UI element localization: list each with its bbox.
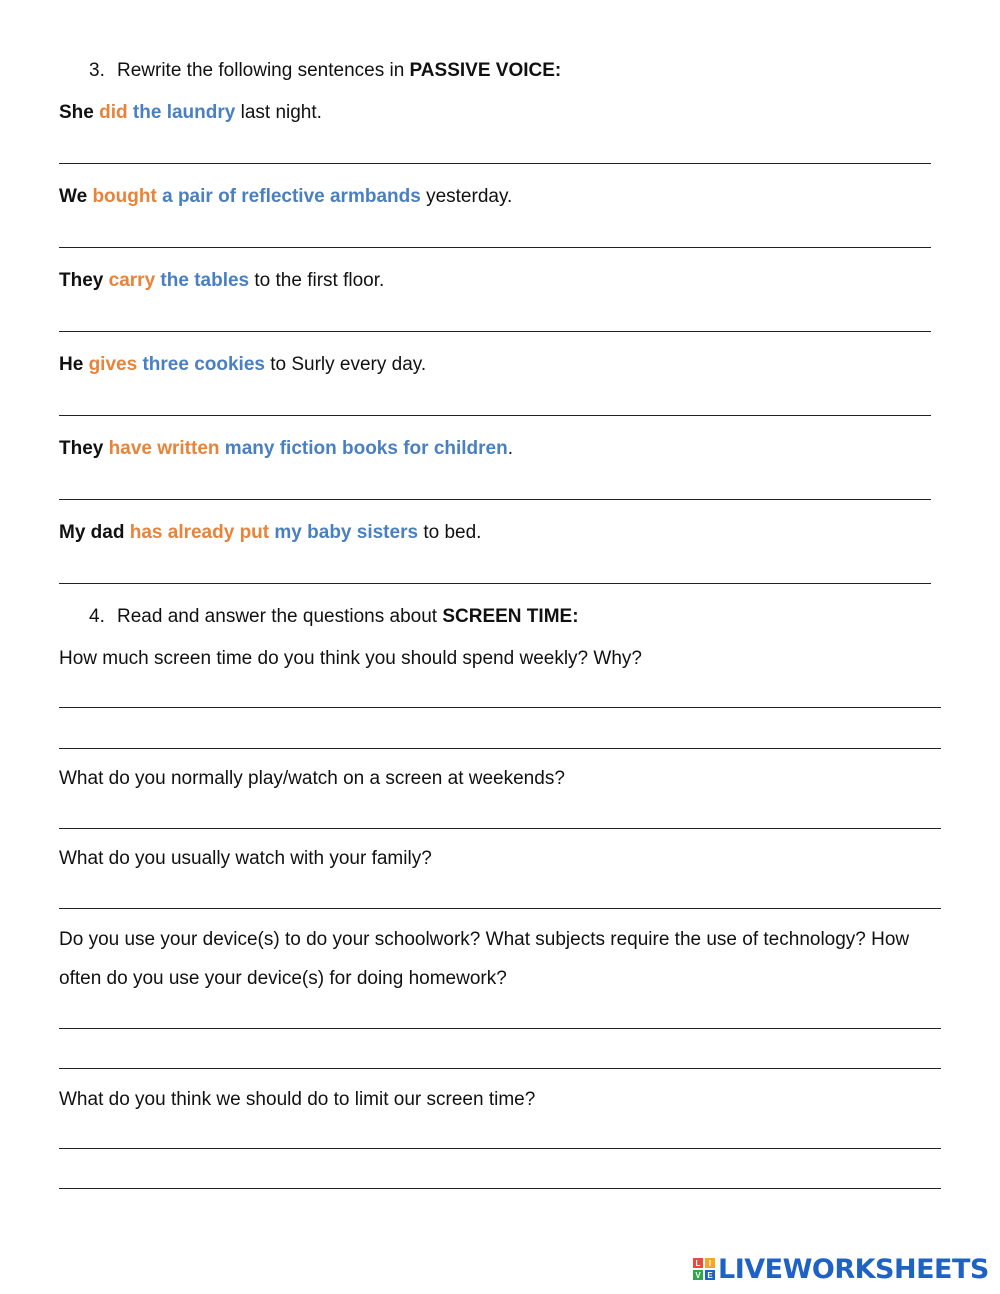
- logo-mark-tile: V: [693, 1270, 703, 1280]
- section-4-emphasis: SCREEN TIME:: [442, 606, 579, 627]
- logo-mark-icon: [693, 1258, 715, 1280]
- sentence-subject: They: [59, 270, 104, 291]
- section-3-number: 3.: [89, 60, 105, 81]
- section-4-heading: [89, 606, 579, 628]
- sentence-verb: has already put: [129, 522, 270, 543]
- section-4-number: 4.: [89, 606, 105, 627]
- question-2: What do you normally play/watch on a screen at weekends?: [59, 768, 565, 789]
- answer-line-q4b[interactable]: [59, 1068, 941, 1069]
- answer-line-q3[interactable]: [59, 908, 941, 909]
- answer-line-2[interactable]: [59, 247, 931, 248]
- sentence-rest: to Surly every day.: [264, 354, 427, 375]
- logo-text: LIVEWORKSHEETS: [718, 1253, 989, 1285]
- question-4-line-2: often do you use your device(s) for doing homework?: [59, 968, 507, 989]
- sentence-object: the laundry: [132, 102, 236, 123]
- sentence-object: a pair of reflective armbands: [162, 186, 421, 207]
- answer-line-q4a[interactable]: [59, 1028, 941, 1029]
- sentence-object: three cookies: [142, 354, 265, 375]
- logo-mark-tile: E: [705, 1270, 715, 1280]
- sentence-rest: yesterday.: [420, 186, 513, 207]
- logo-mark-tile: I: [705, 1258, 715, 1268]
- sentence-subject: We: [59, 186, 88, 207]
- sentence-verb: carry: [108, 270, 156, 291]
- answer-line-5[interactable]: [59, 499, 931, 500]
- answer-line-q5b[interactable]: [59, 1188, 941, 1189]
- sentence-rest: last night.: [235, 102, 322, 123]
- answer-line-3[interactable]: [59, 331, 931, 332]
- answer-line-q1b[interactable]: [59, 748, 941, 749]
- section-3-emphasis: PASSIVE VOICE:: [409, 60, 562, 81]
- sentence-verb: have written: [108, 438, 220, 459]
- sentence-verb: did: [99, 102, 128, 123]
- sentence-4: [59, 354, 426, 376]
- answer-line-4[interactable]: [59, 415, 931, 416]
- answer-line-1[interactable]: [59, 163, 931, 164]
- sentence-subject: They: [59, 438, 104, 459]
- question-5: What do you think we should do to limit our screen time?: [59, 1089, 536, 1110]
- sentence-5: [59, 438, 513, 460]
- sentence-rest: .: [507, 438, 513, 459]
- sentence-subject: He: [59, 354, 84, 375]
- sentence-verb: gives: [88, 354, 138, 375]
- sentence-rest: to bed.: [418, 522, 482, 543]
- sentence-object: many fiction books for children: [224, 438, 508, 459]
- sentence-object: the tables: [160, 270, 250, 291]
- sentence-subject: My dad: [59, 522, 125, 543]
- liveworksheets-logo: [693, 1254, 989, 1284]
- question-3: What do you usually watch with your family?: [59, 848, 432, 869]
- answer-line-q5a[interactable]: [59, 1148, 941, 1149]
- logo-mark-tile: L: [693, 1258, 703, 1268]
- question-1: How much screen time do you think you should spend weekly? Why?: [59, 648, 642, 669]
- answer-line-q2[interactable]: [59, 828, 941, 829]
- answer-line-q1a[interactable]: [59, 707, 941, 708]
- sentence-1: [59, 102, 322, 124]
- section-3-heading: [89, 60, 561, 82]
- sentence-subject: She: [59, 102, 94, 123]
- section-4-instruction: Read and answer the questions about: [117, 606, 443, 627]
- sentence-3: [59, 270, 384, 292]
- sentence-rest: to the first floor.: [249, 270, 385, 291]
- sentence-object: my baby sisters: [274, 522, 419, 543]
- sentence-6: [59, 522, 481, 544]
- section-3-instruction: Rewrite the following sentences in: [117, 60, 410, 81]
- sentence-2: [59, 186, 512, 208]
- sentence-verb: bought: [92, 186, 157, 207]
- question-4-line-1: Do you use your device(s) to do your schoolwork? What subjects require the use of technology? How: [59, 929, 910, 950]
- answer-line-6[interactable]: [59, 583, 931, 584]
